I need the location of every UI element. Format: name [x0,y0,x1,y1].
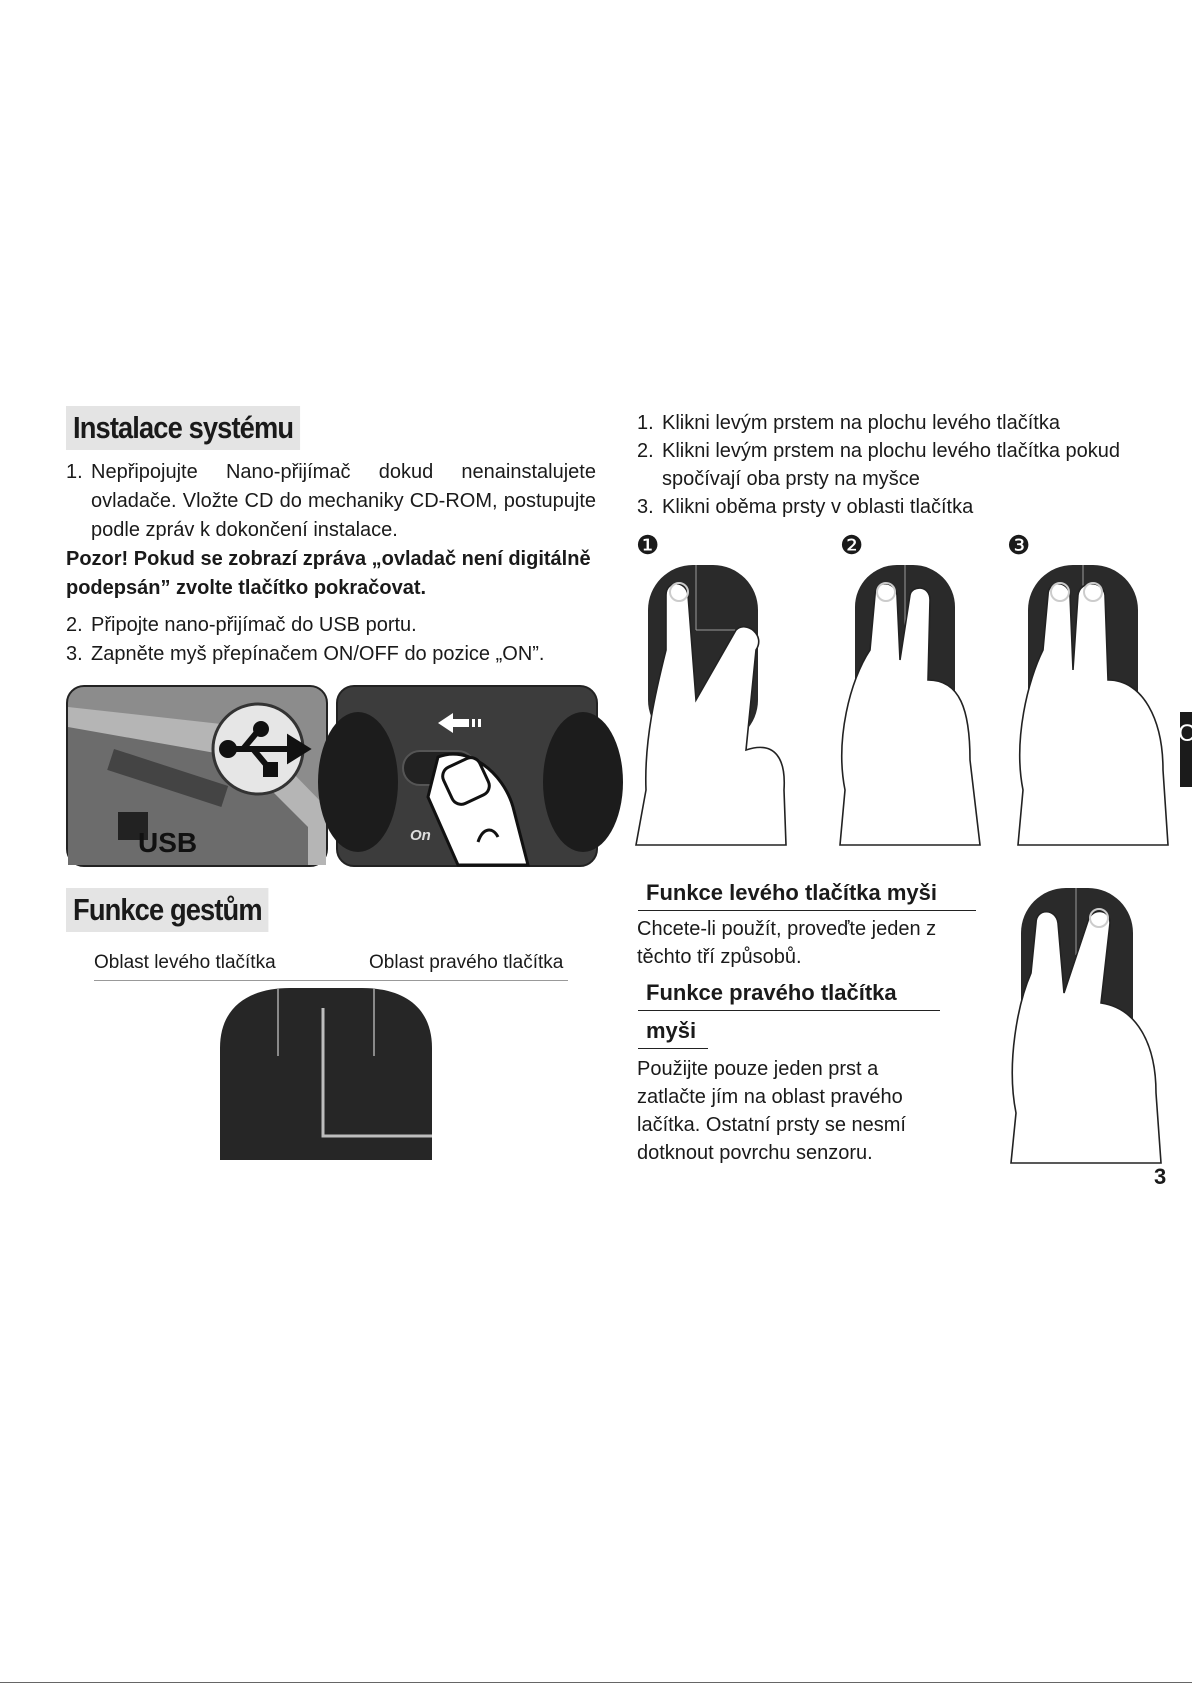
language-side-tab [1178,712,1195,787]
hand-method-1-drawing [636,560,806,845]
labels-underline [94,980,568,981]
hand-method-2-drawing [830,560,1000,845]
method-badge-3: ❸ [1007,530,1031,560]
touch-surface-diagram [220,988,432,1160]
footer-rule [0,1682,1192,1683]
method-badge-2: ❷ [840,530,864,560]
right-area-label: Oblast pravého tlačítka [369,952,564,973]
left-button-text: Chcete-li použít, proveďte jeden z těchto tří způsobů. [637,918,937,968]
gestures-heading: Funkce gestům [66,888,269,932]
install-warning: Pozor! Pokud se zobrazí zpráva „ovladač není digitálně podepsán” zvolte tlačítko pokračovat. [66,548,591,599]
switch-on-label: On [410,827,431,844]
switch-illustration [336,685,598,867]
usb-label: USB [138,827,198,858]
side-tab-letter: C [1178,720,1195,747]
click-methods-list [637,409,1175,521]
click-method-1: 1. Klikni levým prstem na plochu levého tlačítka [637,412,1060,434]
left-area-label: Oblast levého tlačítka [94,952,276,973]
install-steps [66,458,596,669]
right-button-heading-line1: Funkce pravého tlačítka [638,980,940,1011]
click-method-2: 2. Klikni levým prstem na plochu levého tlačítka pokud spočívají oba prsty na myšce [637,440,1121,490]
install-heading: Instalace systému [66,406,300,450]
left-button-heading: Funkce levého tlačítka myši [638,880,976,911]
hand-right-click-drawing [1006,883,1166,1163]
right-button-heading-line2: myši [638,1018,708,1049]
click-method-3: 3. Klikni oběma prsty v oblasti tlačítka [637,496,974,518]
method-badge-1: ❶ [636,530,660,560]
power-switch-drawing [338,687,596,865]
usb-illustration [66,685,328,867]
install-step-1: 1. Nepřipojujte Nano-přijímač dokud nenainstalujete ovladače. Vložte CD do mechaniky CD-ROM, postupujte podle zpráv k dokončení instalace. [66,461,596,541]
right-button-text: Použijte pouze jeden prst a zatlačte jím na oblast pravého lačítka. Ostatní prsty se nesmí dotknout povrchu senzoru. [637,1058,906,1164]
hand-method-3-drawing [1013,560,1178,845]
page-number: 3 [1154,1164,1167,1189]
arrow-left-icon [438,713,481,733]
install-step-3: 3. Zapněte myš přepínačem ON/OFF do pozice „ON”. [66,643,545,665]
install-step-2: 2. Připojte nano-přijímač do USB portu. [66,614,417,636]
